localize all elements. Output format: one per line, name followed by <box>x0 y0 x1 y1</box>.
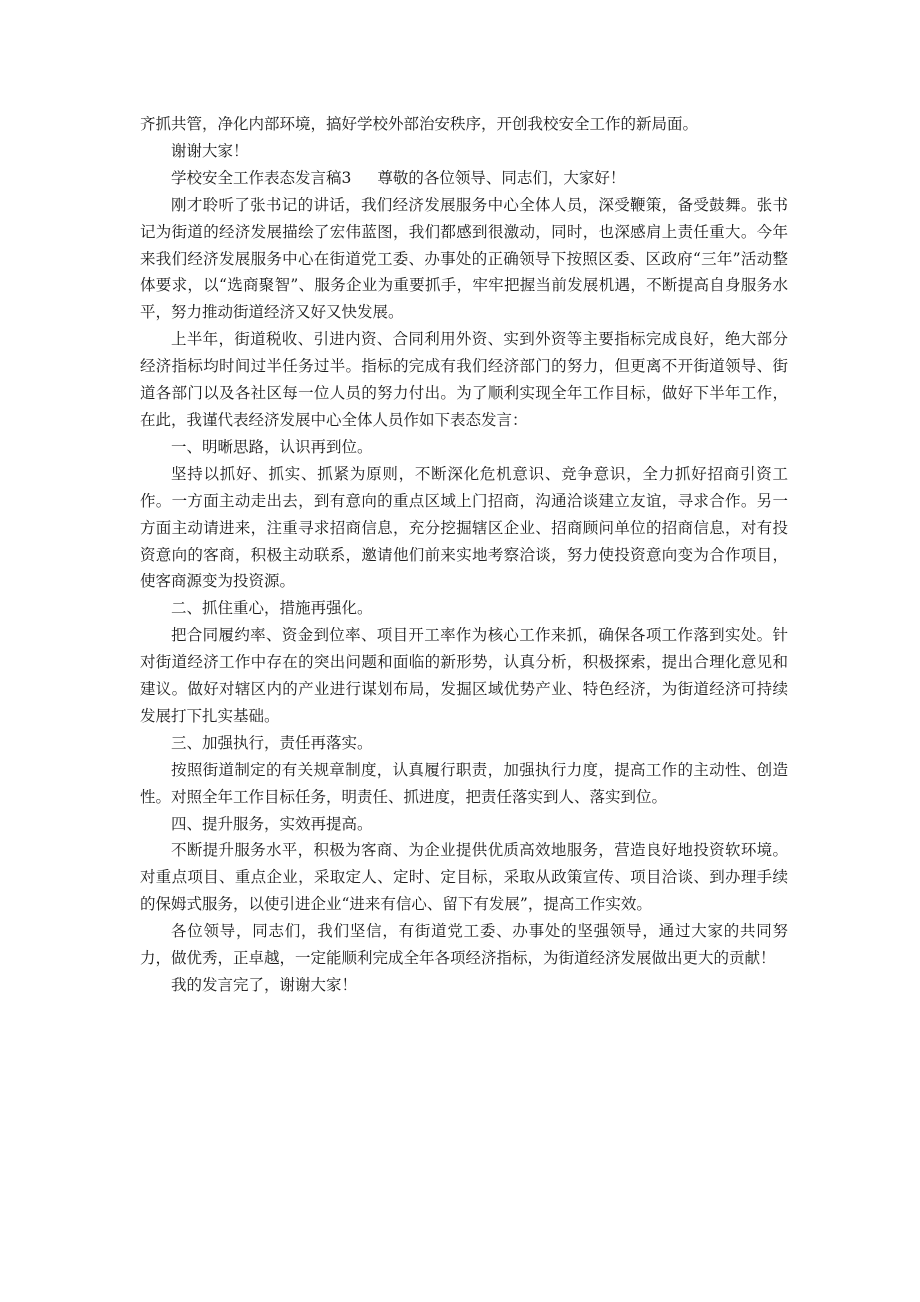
point-heading-3: 三、加强执行，责任再落实。 <box>171 733 373 752</box>
document-body <box>140 111 788 999</box>
point-body-2: 把合同履约率、资金到位率、项目开工率作为核心工作来抓，确保各项工作落到实处。针对街道经济工作中存在的突出问题和面临的新形势，认真分析，积极探索，提出合理化意见和建议。做好对辖区内的产业进行谋划布局，发掘区域优势产业、特色经济，为街道经济可持续发展打下扎实基础。 <box>140 626 788 725</box>
section-heading-line <box>140 165 788 192</box>
point-body-3: 按照街道制定的有关规章制度，认真履行职责，加强执行力度，提高工作的主动性、创造性。对照全年工作目标任务，明责任、抓进度，把责任落实到人、落实到位。 <box>140 760 788 806</box>
point-body-1: 坚持以抓好、抓实、抓紧为原则，不断深化危机意识、竞争意识，全力抓好招商引资工作。一方面主动走出去，到有意向的重点区域上门招商，沟通洽谈建立友谊，寻求合作。另一方面主动请进来，注重寻求招商信息，充分挖掘辖区企业、招商顾问单位的招商信息，对有投资意向的客商，积极主动联系，邀请他们前来实地考察洽谈，努力使投资意向变为合作项目，使客商源变为投资源。 <box>140 464 788 591</box>
point-heading-2: 二、抓住重心，措施再强化。 <box>171 599 373 618</box>
paragraph-thanks: 谢谢大家！ <box>171 141 249 160</box>
point-body-4: 不断提升服务水平，积极为客商、为企业提供优质高效地服务，营造良好地投资软环境。对重点项目、重点企业，采取定人、定时、定目标，采取从政策宣传、项目洽谈、到办理手续的保姆式服务，以使引进企业“进来有信心、留下有发展”，提高工作实效。 <box>140 841 788 914</box>
speech-title: 学校安全工作表态发言稿3 <box>171 168 352 187</box>
paragraph-opening: 刚才聆听了张书记的讲话，我们经济发展服务中心全体人员，深受鞭策，备受鼓舞。张书记为街道的经济发展描绘了宏伟蓝图，我们都感到很激动，同时，也深感肩上责任重大。今年来我们经济发展服务中心在街道党工委、办事处的正确领导下按照区委、区政府“三年”活动整体要求，以“选商聚智”、服务企业为重要抓手，牢牢把握当前发展机遇，不断提高自身服务水平，努力推动街道经济又好又快发展。 <box>140 195 788 322</box>
paragraph-final-thanks: 我的发言完了，谢谢大家！ <box>171 976 358 994</box>
point-heading-1: 一、明晰思路，认识再到位。 <box>171 437 373 456</box>
paragraph-continuation: 齐抓共管，净化内部环境，搞好学校外部治安秩序，开创我校安全工作的新局面。 <box>140 115 699 133</box>
point-heading-4: 四、提升服务，实效再提高。 <box>171 814 373 833</box>
salutation: 尊敬的各位领导、同志们，大家好！ <box>377 168 626 187</box>
paragraph-first-half-summary: 上半年，街道税收、引进内资、合同利用外资、实到外资等主要指标完成良好，绝大部分经济指标均时间过半任务过半。指标的完成有我们经济部门的努力，但更离不开街道领导、街道各部门以及各社区每一位人员的努力付出。为了顺利实现全年工作目标，做好下半年工作，在此，我谨代表经济发展中心全体人员作如下表态发言： <box>140 330 788 429</box>
paragraph-closing: 各位领导，同志们，我们坚信，有街道党工委、办事处的坚强领导，通过大家的共同努力，做优秀，正卓越，一定能顺利完成全年各项经济指标，为街道经济发展做出更大的贡献！ <box>140 922 788 968</box>
